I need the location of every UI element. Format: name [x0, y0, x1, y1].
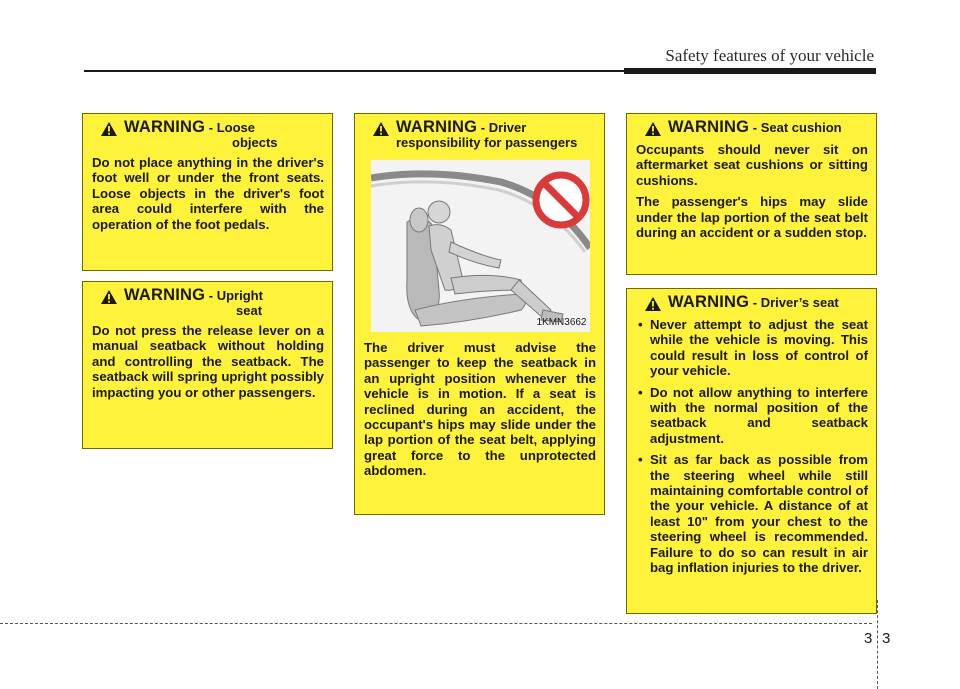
reclined-seat-image: [371, 160, 590, 332]
warning-subtitle: - Driver responsibility for passengers: [396, 120, 578, 150]
warning-body: Do not press the release lever on a manual seatback without holding and controlling the seatback. The seatback will spring upright possibly impacting you or other passengers.: [92, 323, 324, 400]
warning-heading: [100, 120, 324, 150]
warning-label: WARNING: [668, 118, 750, 136]
warning-heading: [644, 295, 868, 312]
warning-heading: [372, 120, 596, 150]
warning-subtitle: - Driver’s seat: [749, 295, 839, 310]
warning-label: WARNING: [124, 286, 206, 304]
warning-triangle-icon: [644, 296, 662, 312]
list-item: • Never attempt to adjust the seat while the vehicle is moving. This could result in loss of control of your vehicle.: [636, 317, 868, 379]
warning-label: WARNING: [396, 118, 478, 136]
figure-code: 1KMN3662: [536, 316, 587, 328]
warning-triangle-icon: [644, 121, 662, 137]
warning-label: WARNING: [668, 293, 750, 311]
warning-seat-cushion: [626, 113, 877, 275]
page-number-chapter: 3: [864, 630, 873, 647]
header-title: Safety features of your vehicle: [665, 46, 874, 65]
warning-body: Occupants should never sit on aftermarket seat cushions or sitting cushions.: [636, 142, 868, 188]
warning-heading: [644, 120, 868, 137]
list-item: • Do not allow anything to interfere with the normal position of the seatback and seatback adjustment.: [636, 385, 868, 447]
warning-subtitle: - Loose: [205, 120, 255, 135]
warning-triangle-icon: [372, 121, 390, 137]
warning-bullet-list: [636, 317, 868, 576]
warning-heading: [100, 288, 324, 318]
warning-body: The passenger's hips may slide under the lap portion of the seat belt during an accident or a sudden stop.: [636, 194, 868, 241]
reclined-seat-illustration: [371, 160, 590, 332]
warning-subtitle: - Seat cushion: [749, 120, 842, 135]
warning-subtitle: - Upright: [205, 288, 263, 303]
warning-loose-objects: [82, 113, 333, 271]
header-rule-thick: [624, 68, 876, 74]
warning-upright-seat: [82, 281, 333, 449]
header-rule: [84, 70, 624, 72]
footer-rule: [0, 623, 872, 624]
page-number-page: 3: [882, 630, 891, 647]
warning-driver-responsibility: [354, 113, 605, 515]
warning-drivers-seat: [626, 288, 877, 614]
warning-subtitle-cont: seat: [236, 303, 263, 318]
warning-label: WARNING: [124, 118, 206, 136]
warning-body: The driver must advise the passenger to keep the seatback in an upright position whenever the vehicle is in motion. If a seat is reclined during an accident, the occupant's hips may slide under the lap portion of the seat belt, applying great force to the unprotected abdomen.: [364, 340, 596, 479]
warning-triangle-icon: [100, 121, 118, 137]
warning-subtitle-cont: objects: [232, 135, 278, 150]
warning-triangle-icon: [100, 289, 118, 305]
warning-body: Do not place anything in the driver's foot well or under the front seats. Loose objects in the driver's foot area could interfere with the operation of the foot pedals.: [92, 155, 324, 232]
footer-divider: [877, 600, 878, 689]
list-item: • Sit as far back as possible from the steering wheel while still maintaining comfortable control of the your vehicle. A distance of at least 10" from your chest to the steering wheel is recommended. Failure to do so can result in air bag inflation injuries to the driver.: [636, 452, 868, 575]
